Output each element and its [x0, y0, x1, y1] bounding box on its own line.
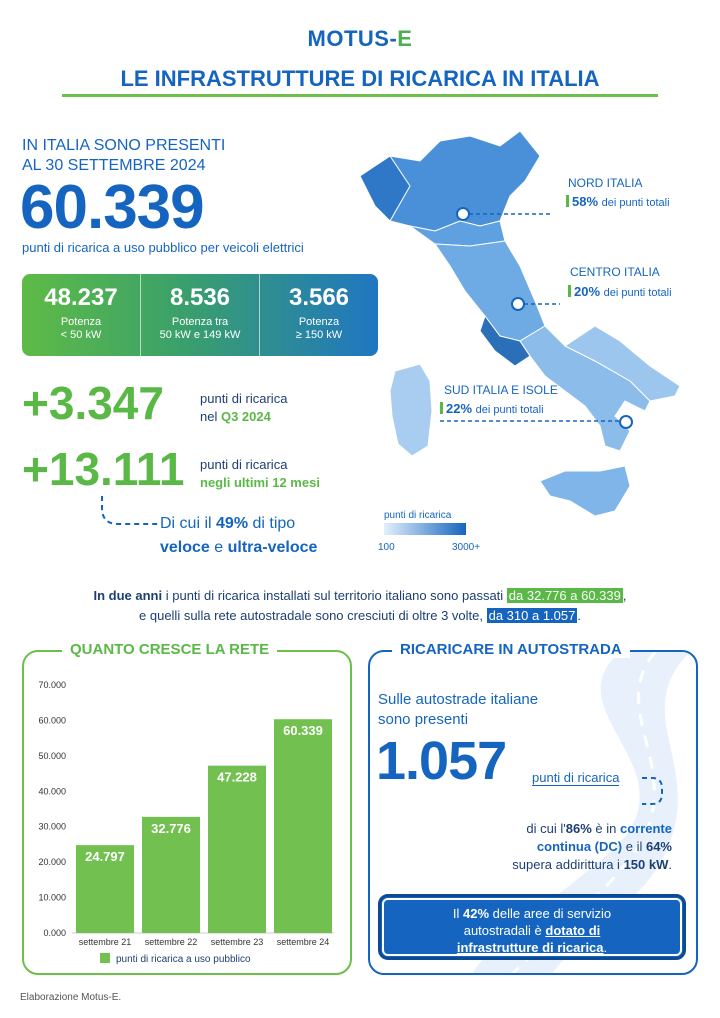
growth-q3-text: punti di ricarica nel Q3 2024	[200, 391, 288, 424]
region-pct-north: 58% dei punti totali	[566, 194, 670, 209]
region-pct-south: 22% dei punti totali	[440, 401, 544, 416]
x-tick-label: settembre 24	[276, 937, 330, 947]
bar	[208, 766, 266, 933]
bar-value-label: 47.228	[217, 769, 257, 785]
power-box-label: Potenza < 50 kW	[60, 316, 102, 341]
y-tick-label: 40.000	[38, 786, 66, 797]
service-areas-box: Il 42% delle aree di servizio autostradali è dotato di infrastrutture di ricarica.	[378, 894, 686, 960]
intro-line2: AL 30 SETTEMBRE 2024	[22, 157, 206, 174]
fast-charge-text: Di cui il 49% di tipo veloce e ultra-veloce	[160, 515, 318, 556]
bar-value-label: 32.776	[151, 820, 191, 836]
dashed-connector-right	[640, 774, 668, 814]
title-divider	[62, 94, 658, 97]
growth-bar-chart	[24, 665, 350, 970]
y-tick-label: 30.000	[38, 821, 66, 832]
dashed-connector	[96, 494, 160, 530]
map-sardinia	[390, 364, 432, 456]
region-name-south: SUD ITALIA E ISOLE	[444, 383, 558, 397]
bar-value-label: 60.339	[283, 723, 323, 739]
bar	[274, 719, 332, 933]
highway-panel-title: RICARICARE IN AUTOSTRADA	[392, 641, 630, 658]
motus-e-logo: MOTUS-E	[307, 26, 413, 51]
y-tick-label: 70.000	[38, 680, 66, 690]
highway-intro: Sulle autostrade italiane sono presenti	[378, 691, 539, 728]
power-box-value: 3.566	[288, 284, 350, 311]
growth-12m-text: punti di ricarica negli ultimi 12 mesi	[200, 457, 320, 490]
region-name-north: NORD ITALIA	[568, 176, 643, 190]
y-tick-label: 20.000	[38, 857, 66, 868]
power-breakdown	[22, 274, 378, 356]
legend-label: punti di ricarica a uso pubblico	[116, 954, 251, 965]
map-legend-min: 100	[378, 542, 395, 553]
y-tick-label: 10.000	[38, 892, 66, 903]
highway-total: 1.057	[376, 731, 507, 791]
power-box-value: 48.237	[44, 284, 118, 311]
map-sicily	[540, 466, 630, 516]
region-name-centre: CENTRO ITALIA	[570, 265, 660, 279]
map-legend-gradient	[384, 523, 466, 535]
bar-value-label: 24.797	[85, 849, 125, 865]
growth-panel-title: QUANTO CRESCE LA RETE	[62, 641, 277, 658]
total-label: punti di ricarica a uso pubblico per veicoli elettrici	[22, 240, 304, 255]
highway-unit: punti di ricarica	[532, 770, 620, 785]
x-tick-label: settembre 22	[144, 937, 198, 947]
power-box-label: Potenza ≥ 150 kW	[295, 316, 343, 341]
summary-paragraph: In due anni i punti di ricarica installati sul territorio italiano sono passati da 32.776 a 60.339 , e quelli sulla rete autostradale sono cresciuti di oltre 3 volte, da 310 a 1.057 .	[93, 588, 627, 623]
footer-credit: Elaborazione Motus-E.	[20, 992, 122, 1003]
region-pct-centre: 20% dei punti totali	[568, 284, 672, 299]
legend-swatch	[100, 953, 110, 963]
x-tick-label: settembre 23	[210, 937, 264, 947]
y-tick-label: 50.000	[38, 750, 66, 761]
power-box-value: 8.536	[169, 284, 231, 311]
intro-line1: IN ITALIA SONO PRESENTI	[22, 137, 226, 154]
map-legend-title: punti di ricarica	[384, 510, 452, 521]
page-title: LE INFRASTRUTTURE DI RICARICA IN ITALIA	[120, 66, 600, 91]
italy-map	[350, 126, 700, 556]
map-legend-max: 3000+	[452, 542, 481, 553]
y-tick-label: 0.000	[43, 928, 66, 938]
intro-text	[22, 136, 225, 176]
total-value: 60.339	[20, 173, 204, 242]
y-tick-label: 60.000	[38, 715, 66, 726]
power-box-low	[22, 274, 141, 356]
growth-12m-value: +13.111	[22, 443, 185, 495]
power-box-label: Potenza tra 50 kW e 149 kW	[159, 316, 241, 341]
power-box-mid	[141, 274, 260, 356]
highway-dc-text: di cui l'86% è in corrente continua (DC) e il 64% supera addirittura i 150 kW.	[512, 821, 672, 872]
x-tick-label: settembre 21	[78, 937, 132, 947]
growth-q3-value: +3.347	[22, 377, 164, 429]
